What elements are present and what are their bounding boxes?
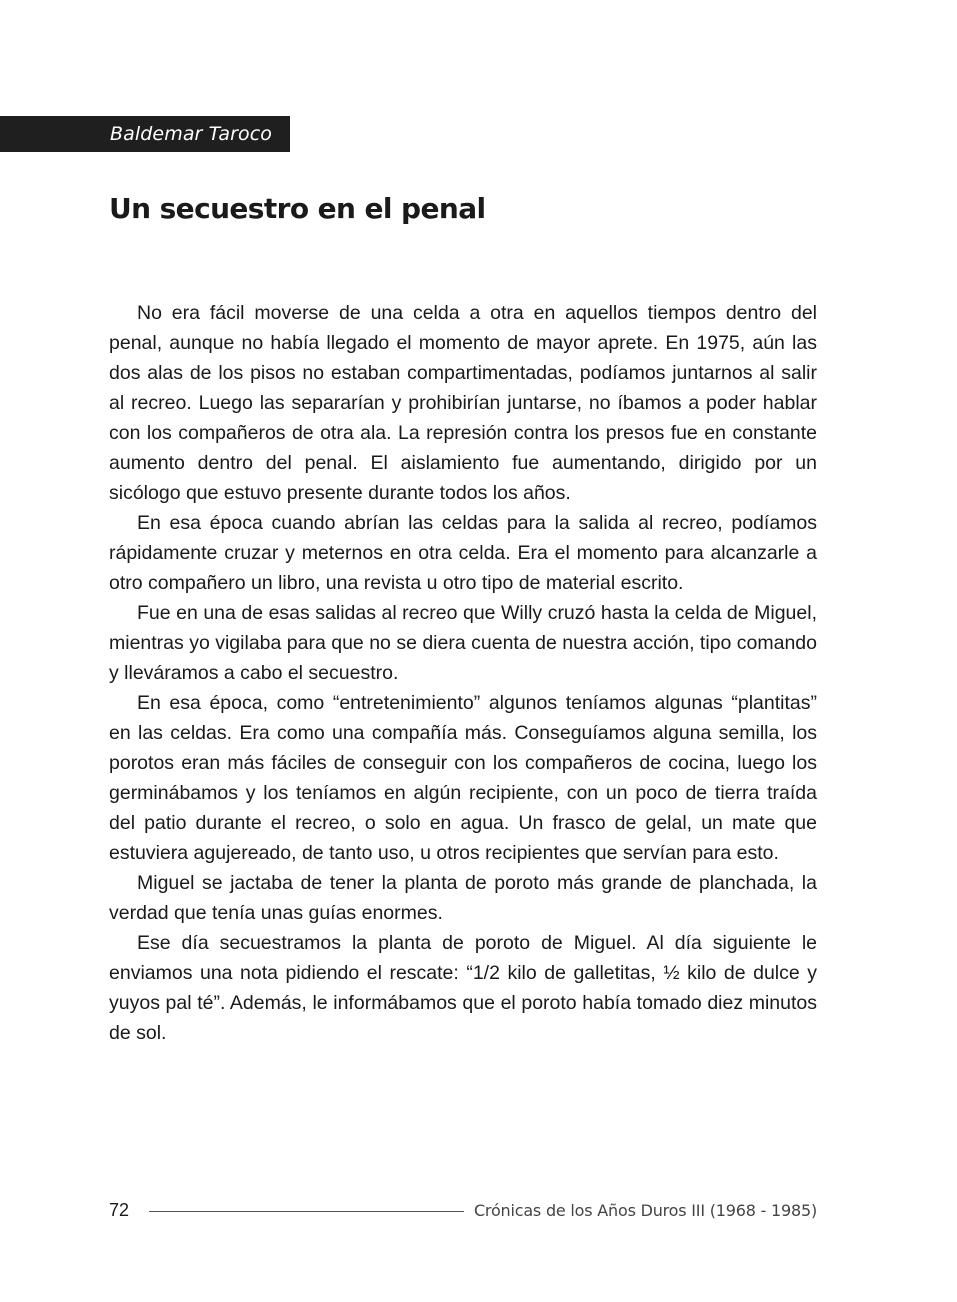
author-name: Baldemar Taroco (110, 123, 272, 145)
paragraph: Ese día secuestramos la planta de poroto de Miguel. Al día siguiente le enviamos una nota pidiendo el rescate: “1/2 kilo de galletitas, ½ kilo de dulce y yuyos pal té”. Además, le informábamos que el poroto había tomado diez minutos de sol. (109, 932, 817, 1044)
paragraph: No era fácil moverse de una celda a otra en aquellos tiempos dentro del penal, aunque no había llegado el momento de mayor aprete. En 1975, aún las dos alas de los pisos no estaban compartimentadas, podíamos juntarnos al salir al recreo. Luego las separarían y prohibirían juntarse, no íbamos a poder hablar con los compañeros de otra ala. La represión contra los presos fue en constante aumento dentro del penal. El aislamiento fue aumentando, dirigido por un sicólogo que estuvo presente durante todos los años. (109, 302, 817, 504)
footer-divider (149, 1211, 464, 1212)
chapter-title: Un secuestro en el penal (109, 192, 486, 225)
paragraph: En esa época cuando abrían las celdas para la salida al recreo, podíamos rápidamente cruzar y meternos en otra celda. Era el momento para alcanzarle a otro compañero un libro, una revista u otro tipo de material escrito. (109, 512, 817, 594)
page-footer (109, 1196, 817, 1224)
book-title: Crónicas de los Años Duros III (1968 - 1985) (473, 1200, 817, 1220)
paragraph: Fue en una de esas salidas al recreo que Willy cruzó hasta la celda de Miguel, mientras yo vigilaba para que no se diera cuenta de nuestra acción, tipo comando y lleváramos a cabo el secuestro. (109, 602, 817, 684)
page-number: 72 (109, 1199, 130, 1220)
paragraph: Miguel se jactaba de tener la planta de poroto más grande de planchada, la verdad que tenía unas guías enormes. (109, 872, 817, 924)
paragraph: En esa época, como “entretenimiento” algunos teníamos algunas “plantitas” en las celdas. Era como una compañía más. Conseguíamos alguna semilla, los porotos eran más fáciles de conseguir con los compañeros de cocina, luego los germinábamos y los teníamos en algún recipiente, con un poco de tierra traída del patio durante el recreo, o solo en agua. Un frasco de gelal, un mate que estuviera agujereado, de tanto uso, u otros recipientes que servían para esto. (109, 692, 817, 864)
author-banner (0, 116, 290, 152)
chapter-body (109, 298, 817, 1048)
